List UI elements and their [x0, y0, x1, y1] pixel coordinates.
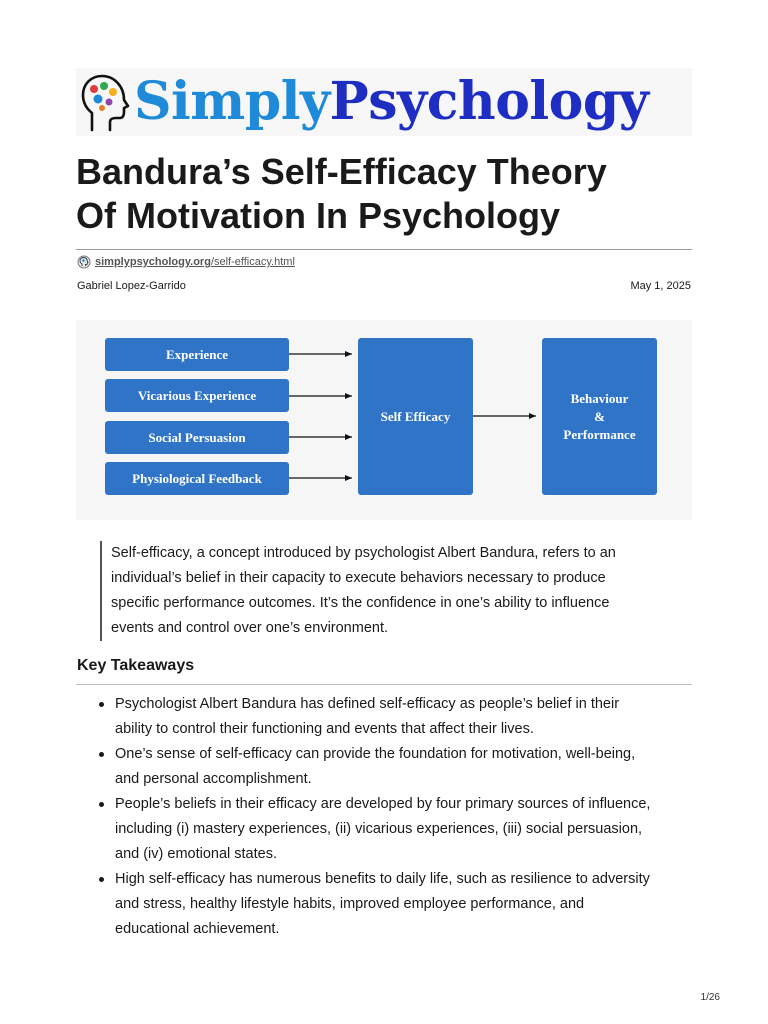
key-takeaways-list: [96, 692, 696, 942]
list-item-line: and stress, healthy lifestyle habits, improved employee performance, and: [115, 896, 585, 912]
bullet-icon: [99, 752, 104, 757]
site-favicon-icon: [77, 255, 91, 269]
bullet-icon: [99, 802, 104, 807]
title-line-1: Bandura’s Self-Efficacy Theory: [76, 151, 607, 192]
page-title: [76, 150, 696, 238]
list-item: [96, 742, 696, 792]
diagram-box-experience: Experience: [105, 338, 289, 371]
site-logo[interactable]: [76, 68, 692, 136]
outcome-line-2: &: [594, 408, 605, 424]
list-item-line: and personal accomplishment.: [115, 771, 312, 787]
list-item: [96, 867, 696, 942]
bullet-icon: [99, 877, 104, 882]
intro-line-3: specific performance outcomes. It’s the confidence in one’s ability to influence: [111, 595, 610, 611]
list-item-line: One’s sense of self-efficacy can provide the foundation for motivation, well-being,: [115, 746, 636, 762]
logo-wordmark: [134, 70, 648, 134]
intro-blockquote: [100, 541, 700, 641]
logo-text-simply: Simply: [134, 71, 330, 132]
list-item-line: including (i) mastery experiences, (ii) vicarious experiences, (iii) social persuasion,: [115, 821, 643, 837]
list-item-line: People’s beliefs in their efficacy are developed by four primary sources of influence,: [115, 796, 651, 812]
list-item-line: and (iv) emotional states.: [115, 846, 277, 862]
outcome-line-1: Behaviour: [570, 390, 629, 406]
list-item-line: High self-efficacy has numerous benefits to daily life, such as resilience to adversity: [115, 871, 650, 887]
diagram-box-behaviour-performance: [542, 338, 657, 495]
diagram-box-social-persuasion: Social Persuasion: [105, 421, 289, 454]
author-name: Gabriel Lopez-Garrido: [77, 280, 186, 292]
key-takeaways-divider: [76, 684, 692, 685]
list-item: [96, 792, 696, 867]
intro-line-4: events and control over one’s environment.: [111, 620, 389, 636]
key-takeaways-heading: Key Takeaways: [77, 657, 195, 674]
list-item-line: ability to control their functioning and events that affect their lives.: [115, 721, 534, 737]
self-efficacy-diagram: [76, 320, 692, 520]
source-path[interactable]: /self-efficacy.html: [210, 256, 295, 268]
list-item: [96, 692, 696, 742]
diagram-box-vicarious-experience: Vicarious Experience: [105, 379, 289, 412]
title-line-2: Of Motivation In Psychology: [76, 195, 561, 236]
list-item-line: educational achievement.: [115, 921, 280, 937]
diagram-box-physiological-feedback: Physiological Feedback: [105, 462, 289, 495]
source-domain[interactable]: simplypsychology.org: [95, 256, 211, 268]
logo-text-psychology: Psychology: [329, 71, 649, 132]
intro-line-2: individual’s belief in their capacity to execute behaviors necessary to produce: [111, 570, 606, 586]
intro-line-1: Self-efficacy, a concept introduced by psychologist Albert Bandura, refers to an: [111, 545, 616, 561]
source-link[interactable]: [77, 254, 295, 270]
list-item-line: Psychologist Albert Bandura has defined self-efficacy as people’s belief in their: [115, 696, 620, 712]
bullet-icon: [99, 702, 104, 707]
page-number: 1/26: [700, 992, 720, 1003]
diagram-box-self-efficacy: Self Efficacy: [358, 338, 473, 495]
publish-date: May 1, 2025: [630, 280, 691, 292]
brain-head-icon: [80, 72, 132, 134]
outcome-line-3: Performance: [563, 426, 636, 442]
title-divider: [76, 249, 692, 250]
